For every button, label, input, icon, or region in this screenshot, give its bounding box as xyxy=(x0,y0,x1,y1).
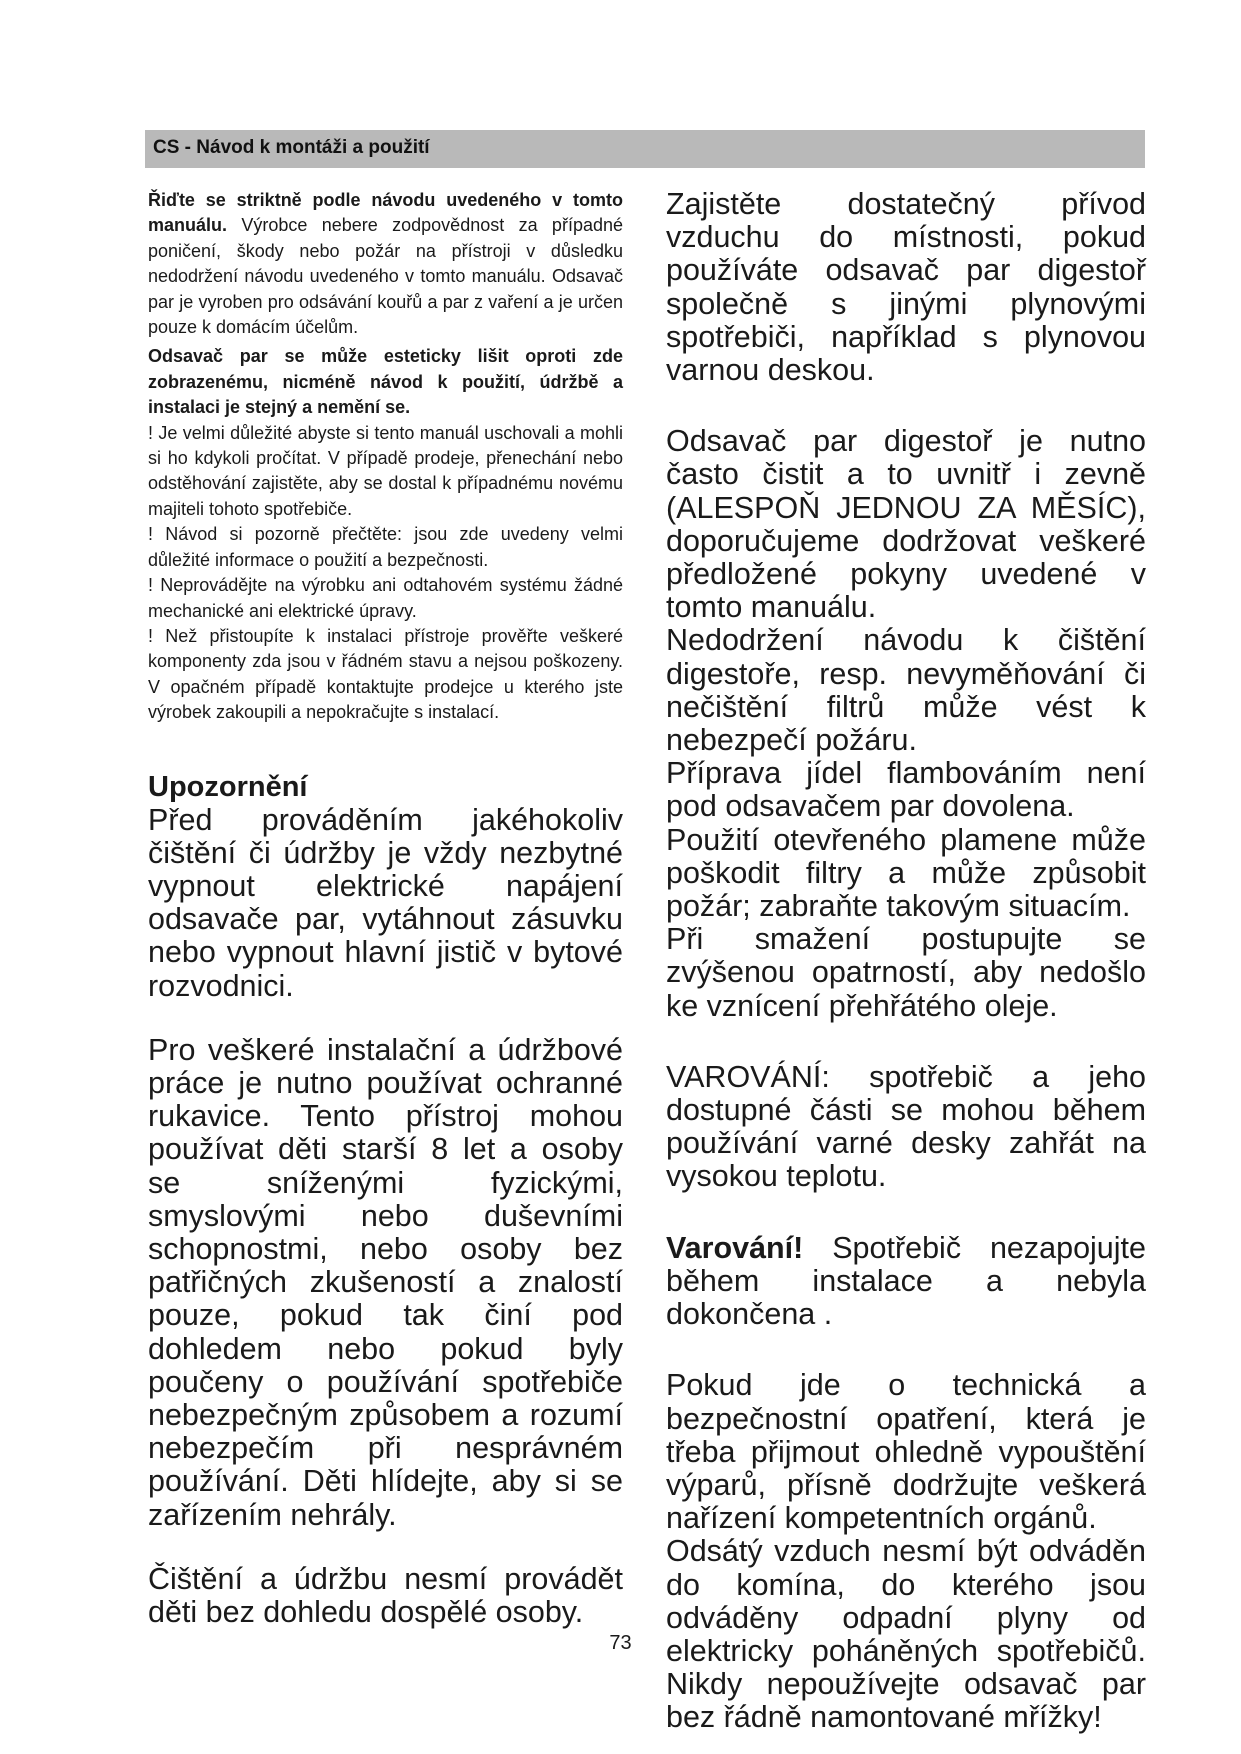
left-paragraph-1: Před prováděním jakéhokoliv čištění či údržby je vždy nezbytné vypnout elektrické napájení odsavače par, vytáhnout zásuvku nebo vypnout hlavní jistič v bytové rozvodnici. xyxy=(148,802,623,1003)
page-number: 73 xyxy=(609,1632,632,1654)
right-paragraph-2b: Nedodržení návodu k čištění digestoře, resp. nevyměňování či nečištění filtrů může vést k nebezpečí požáru. xyxy=(666,623,1146,758)
right-paragraph-5b: Odsátý vzduch nesmí být odváděn do komína, do kterého jsou odváděny odpadní plyny od elektricky poháněných spotřebičů. Nikdy nepoužívejte odsavač par bez řádně namontované mřížky! xyxy=(666,1534,1146,1735)
note-3: ! Neprovádějte na výrobku ani odtahovém systému žádné mechanické ani elektrické úpravy. xyxy=(148,575,623,621)
right-paragraph-1: Zajistěte dostatečný přívod vzduchu do místnosti, pokud používáte odsavač par digestoř společně s jinými plynovými spotřebiči, například s plynovou varnou deskou. xyxy=(666,187,1146,388)
warning-text: Spotřebič nezapojujte během instalace a nebyla dokončena . xyxy=(666,1230,1146,1332)
right-paragraph-2a: Odsavač par digestoř je nutno často čistit a to uvnitř i zevně (ALESPOŇ JEDNOU ZA MĚSÍC), doporučujeme dodržovat veškeré předložené pokyny uvedené v tomto manuálu. xyxy=(666,424,1146,625)
header-title: CS - Návod k montáži a použití xyxy=(153,137,430,158)
note-1: ! Je velmi důležité abyste si tento manuál uschovali a mohli si ho kdykoli pročítat. V případě prodeje, přenechání nebo odstěhování zajistěte, aby se dostal k případnému novému majiteli tohoto spotřebiče. xyxy=(148,422,623,519)
section-header xyxy=(145,130,1145,168)
right-column xyxy=(666,188,1146,1735)
note-2: ! Návod si pozorně přečtěte: jsou zde uvedeny velmi důležité informace o použití a bezpečnosti. xyxy=(148,524,623,570)
variant-note xyxy=(148,344,623,420)
warning-label: Varování! xyxy=(666,1230,804,1265)
intro-paragraph xyxy=(148,188,623,340)
right-paragraph-4 xyxy=(666,1232,1146,1332)
right-paragraph-2e: Při smažení postupujte se zvýšenou opatrností, aby nedošlo ke vznícení přehřátého oleje. xyxy=(666,922,1146,1023)
intro-bold: Řiďte se striktně podle návodu uvedeného v tomto manuálu. xyxy=(148,190,623,236)
variant-note-text: Odsavač par se může esteticky lišit oproti zde zobrazenému, nicméně návod k použití, údržbě a instalaci je stejný a nemění se. xyxy=(148,346,623,418)
right-paragraph-3: VAROVÁNÍ: spotřebič a jeho dostupné části se mohou během používání varné desky zahřát na vysokou teplotu. xyxy=(666,1059,1146,1194)
left-column xyxy=(148,188,623,1629)
right-paragraph-5a: Pokud jde o technická a bezpečnostní opatření, která je třeba přijmout ohledně vypouštění výparů, přísně dodržujte veškerá nařízení kompetentních orgánů. xyxy=(666,1368,1146,1536)
note-4: ! Než přistoupíte k instalaci přístroje prověřte veškeré komponenty zda jsou v řádném stavu a nejsou poškozeny. V opačném případě kontaktujte prodejce u kterého jste výrobek zakoupili a nepokračujte s instalací. xyxy=(148,625,623,723)
left-paragraph-2: Pro veškeré instalační a údržbové práce je nutno používat ochranné rukavice. Tento přístroj mohou používat děti starší 8 let a osoby se sníženými fyzickými, smyslovými nebo duševními schopnostmi, nebo osoby bez patřičných zkušeností a znalostí pouze, pokud tak činí pod dohledem nebo pokud byly poučeny o používání spotřebiče nebezpečným způsobem a rozumí nebezpečím při nesprávném používání. Děti hlídejte, aby si se zařízením nehrály. xyxy=(148,1032,623,1532)
left-paragraph-3: Čištění a údržbu nesmí provádět děti bez dohledu dospělé osoby. xyxy=(148,1561,623,1629)
right-paragraph-2c: Příprava jídel flambováním není pod odsavačem par dovolena. xyxy=(666,756,1146,824)
right-paragraph-2d: Použití otevřeného plamene může poškodit filtry a může způsobit požár; zabraňte takovým situacím. xyxy=(666,822,1146,924)
intro-text: Výrobce nebere zodpovědnost za případné poničení, škody nebo požár na přístroji v důsledku nedodržení návodu uvedeného v tomto manuálu. Odsavač par je vyroben pro odsávání kouřů a par z vaření a je určen pouze k domácím účelům. xyxy=(148,215,623,338)
warning-heading: Upozornění xyxy=(148,770,308,803)
